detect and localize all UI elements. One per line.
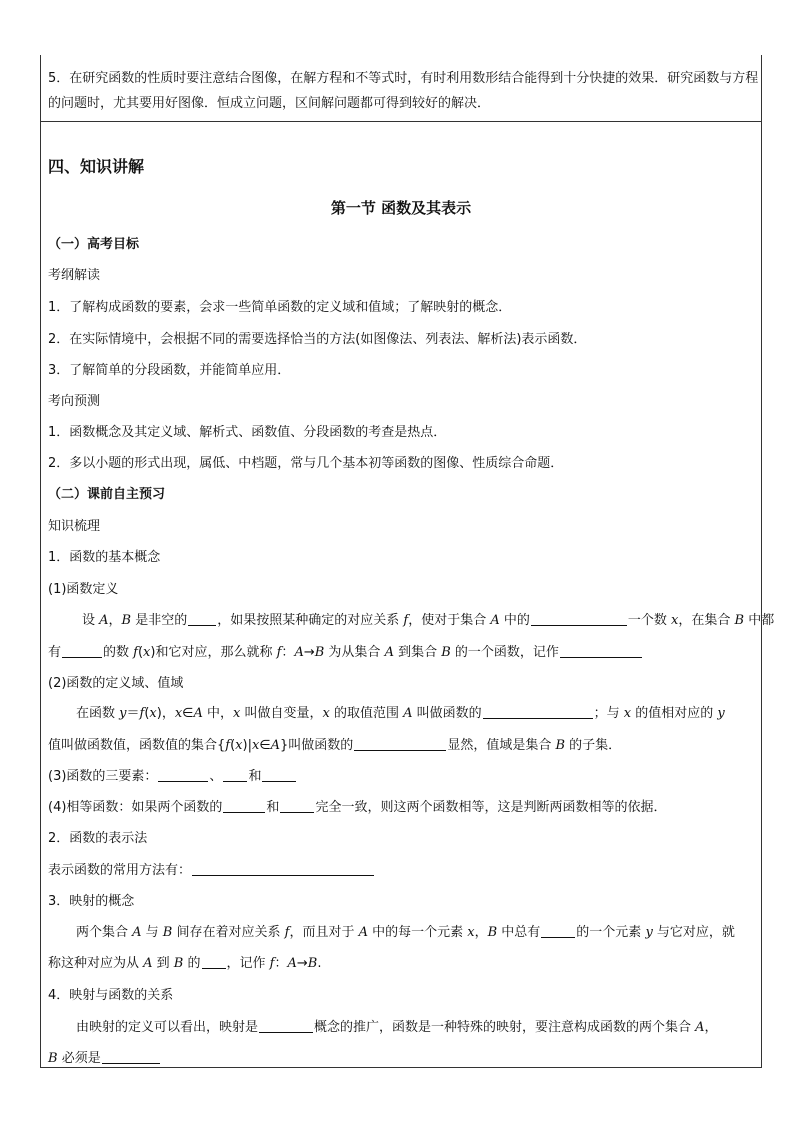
text-run: 两个集合 — [76, 925, 133, 940]
blank — [202, 956, 226, 969]
math-variable: x — [149, 706, 157, 721]
text-run: ；与 — [593, 706, 624, 721]
math-variable: A — [287, 956, 297, 971]
math-variable: x — [671, 613, 679, 628]
math-variable: A — [695, 1020, 705, 1035]
math-variable: x — [235, 738, 243, 753]
math-variable: x — [143, 645, 151, 660]
text-run: 为从集合 — [324, 645, 385, 660]
text-run: )| — [242, 738, 252, 753]
text-run: 的 — [183, 956, 201, 971]
blank — [354, 738, 446, 751]
blank — [62, 645, 102, 658]
forecast-item: 2．多以小题的形式出现，属低、中档题，常与几个基本初等函数的图像、性质综合命题． — [48, 456, 564, 471]
math-variable: A — [403, 706, 413, 721]
math-variable: x — [233, 706, 241, 721]
blank — [188, 613, 216, 626]
text-run: 、 — [209, 769, 223, 784]
text-run: 显然，值域是集合 — [447, 738, 556, 753]
text-run: 称这种对应为从 — [48, 956, 144, 971]
math-variable: B — [314, 645, 325, 660]
text-run: 的一个函数，记作 — [450, 645, 559, 660]
math-variable: A — [193, 706, 203, 721]
blank — [259, 1020, 313, 1033]
chapter-title: 第一节 函数及其表示 — [330, 199, 472, 217]
math-variable: B — [734, 613, 745, 628]
definition-line-2 — [48, 645, 760, 661]
forecast-label: 考向预测 — [48, 394, 101, 409]
text-run: (4)相等函数：如果两个函数的 — [48, 800, 223, 815]
text-run: ∈ — [182, 706, 194, 721]
mapping-line-2 — [48, 956, 760, 972]
preview-heading: （二）课前自主预习 — [48, 487, 166, 502]
math-variable: A — [358, 925, 368, 940]
text-run: 值叫做函数值，函数值的集合{ — [48, 738, 226, 753]
blank — [223, 769, 247, 782]
blank — [531, 613, 627, 626]
domain-line-1 — [76, 706, 788, 722]
relation-line-1 — [76, 1020, 788, 1036]
text-run: }叫做函数的 — [280, 738, 354, 753]
knowledge-label: 知识梳理 — [48, 519, 101, 534]
relation-line-2 — [48, 1051, 760, 1067]
math-variable: f — [284, 925, 290, 940]
text-run: 是非空的 — [131, 613, 188, 628]
math-variable: x — [251, 738, 260, 753]
math-variable: B — [162, 925, 173, 940]
subsection-title: 4．映射与函数的关系 — [48, 988, 174, 1003]
math-variable: f — [269, 956, 275, 971]
math-variable: A — [384, 645, 394, 660]
syllabus-item: 3．了解简单的分段函数，并能简单应用． — [48, 363, 291, 378]
math-variable: B — [121, 613, 132, 628]
math-variable: f — [133, 645, 138, 660]
text-run: → — [303, 645, 315, 660]
blank — [541, 925, 575, 938]
text-run: ＝ — [126, 706, 140, 721]
text-run: ， — [474, 925, 488, 940]
goals-heading: （一）高考目标 — [48, 237, 140, 252]
math-variable: f — [225, 738, 231, 753]
text-run: )， — [156, 706, 175, 721]
subsection-title: 1．函数的基本概念 — [48, 550, 161, 565]
text-run: 到 — [152, 956, 174, 971]
text-run: 中总有 — [497, 925, 541, 940]
subsection-title: (1)函数定义 — [48, 582, 119, 597]
text-run: ，记作 — [226, 956, 270, 971]
forecast-item: 1．函数概念及其定义域、解析式、函数值、分段函数的考查是热点． — [48, 425, 447, 440]
math-variable: f — [276, 645, 282, 660]
math-variable: y — [717, 706, 725, 721]
text-run: ： — [281, 645, 295, 660]
text-run: )和它对应，那么就称 — [150, 645, 277, 660]
math-variable: y — [645, 925, 653, 940]
math-variable: B — [487, 925, 498, 940]
text-run: ( — [137, 645, 144, 660]
text-run: 和 — [266, 800, 280, 815]
text-run: 中都 — [744, 613, 775, 628]
math-variable: x — [623, 706, 632, 721]
text-run: 到集合 — [393, 645, 442, 660]
representation-line — [48, 863, 760, 879]
text-run: ，使对于集合 — [408, 613, 491, 628]
mapping-line-1 — [76, 925, 788, 941]
text-run: 叫做自变量， — [240, 706, 323, 721]
text-run: ，在集合 — [678, 613, 735, 628]
text-run: 和 — [248, 769, 262, 784]
math-variable: x — [322, 706, 330, 721]
blank — [560, 645, 642, 658]
definition-line-1 — [82, 613, 794, 629]
math-variable: A — [294, 645, 304, 660]
text-run: 概念的推广，函数是一种特殊的映射，要注意构成函数的两个集合 — [314, 1020, 696, 1035]
text-run: ，而且对于 — [289, 925, 359, 940]
text-run: 的值相对应的 — [631, 706, 718, 721]
text-run: 中的每一个元素 — [367, 925, 468, 940]
text-run: 的子集． — [565, 738, 622, 753]
blank — [262, 769, 296, 782]
math-variable: x — [174, 706, 183, 721]
text-run: ( — [144, 706, 150, 721]
subsection-title: 3．映射的概念 — [48, 894, 135, 909]
math-variable: B — [48, 1051, 58, 1066]
intro-paragraph-5: 5．在研究函数的性质时要注意结合图像，在解方程和不等式时，有时利用数形结合能得到十分快捷的效果．研究函数与方程的问题时，尤其要用好图像．恒成立问题，区间解问题都可得到较好的解决． — [48, 71, 759, 111]
text-run: 的一个元素 — [576, 925, 646, 940]
text-run: 在函数 — [76, 706, 120, 721]
text-run: 必须是 — [57, 1051, 101, 1066]
blank — [158, 769, 208, 782]
blank — [280, 800, 314, 813]
domain-line-2 — [48, 738, 760, 754]
syllabus-item: 2．在实际情境中，会根据不同的需要选择恰当的方法(如图像法、列表法、解析法)表示函数． — [48, 332, 587, 347]
text-run: 设 — [82, 613, 100, 628]
text-run: ( — [230, 738, 236, 753]
text-run: 由映射的定义可以看出，映射是 — [76, 1020, 259, 1035]
math-variable: A — [490, 613, 500, 628]
text-run: 叫做函数的 — [412, 706, 482, 721]
math-variable: B — [441, 645, 451, 660]
math-variable: f — [139, 706, 145, 721]
text-run: 中， — [202, 706, 234, 721]
text-run: → — [296, 956, 308, 971]
text-run: ： — [274, 956, 288, 971]
text-run: 有 — [48, 645, 62, 660]
math-variable: B — [555, 738, 566, 753]
blank — [192, 863, 374, 876]
text-run: 中的 — [499, 613, 530, 628]
text-run: (3)函数的三要素： — [48, 769, 158, 784]
subsection-title: (2)函数的定义域、值域 — [48, 676, 184, 691]
equal-functions-line — [48, 800, 760, 816]
math-variable: A — [132, 925, 142, 940]
math-variable: A — [143, 956, 153, 971]
section-heading: 四、知识讲解 — [48, 157, 145, 176]
math-variable: y — [119, 706, 127, 721]
subsection-title: 2．函数的表示法 — [48, 831, 148, 846]
math-variable: A — [270, 738, 281, 753]
syllabus-label: 考纲解读 — [48, 268, 101, 283]
text-run: 表示函数的常用方法有： — [48, 863, 192, 878]
math-variable: B — [307, 956, 318, 971]
text-run: ，如果按照某种确定的对应关系 — [217, 613, 404, 628]
blank — [223, 800, 265, 813]
text-run: 一个数 — [627, 613, 672, 628]
blank — [102, 1051, 160, 1064]
math-variable: f — [403, 613, 409, 628]
text-run: . — [317, 956, 322, 971]
text-run: 的取值范围 — [329, 706, 404, 721]
text-run: ∈ — [259, 738, 271, 753]
math-variable: B — [173, 956, 184, 971]
cell-divider — [40, 121, 762, 122]
text-run: 完全一致，则这两个函数相等，这是判断两函数相等的依据． — [315, 800, 667, 815]
math-variable: A — [99, 613, 109, 628]
syllabus-item: 1．了解构成函数的要素，会求一些简单函数的定义域和值域；了解映射的概念． — [48, 300, 512, 315]
text-run: 的数 — [103, 645, 134, 660]
text-run: 间存在着对应关系 — [172, 925, 285, 940]
blank — [483, 706, 593, 719]
text-run: 与它对应，就 — [652, 925, 735, 940]
math-variable: x — [467, 925, 475, 940]
text-run: ， — [108, 613, 122, 628]
text-run: 与 — [141, 925, 163, 940]
three-elements-line — [48, 769, 760, 785]
text-run: ， — [704, 1020, 718, 1035]
